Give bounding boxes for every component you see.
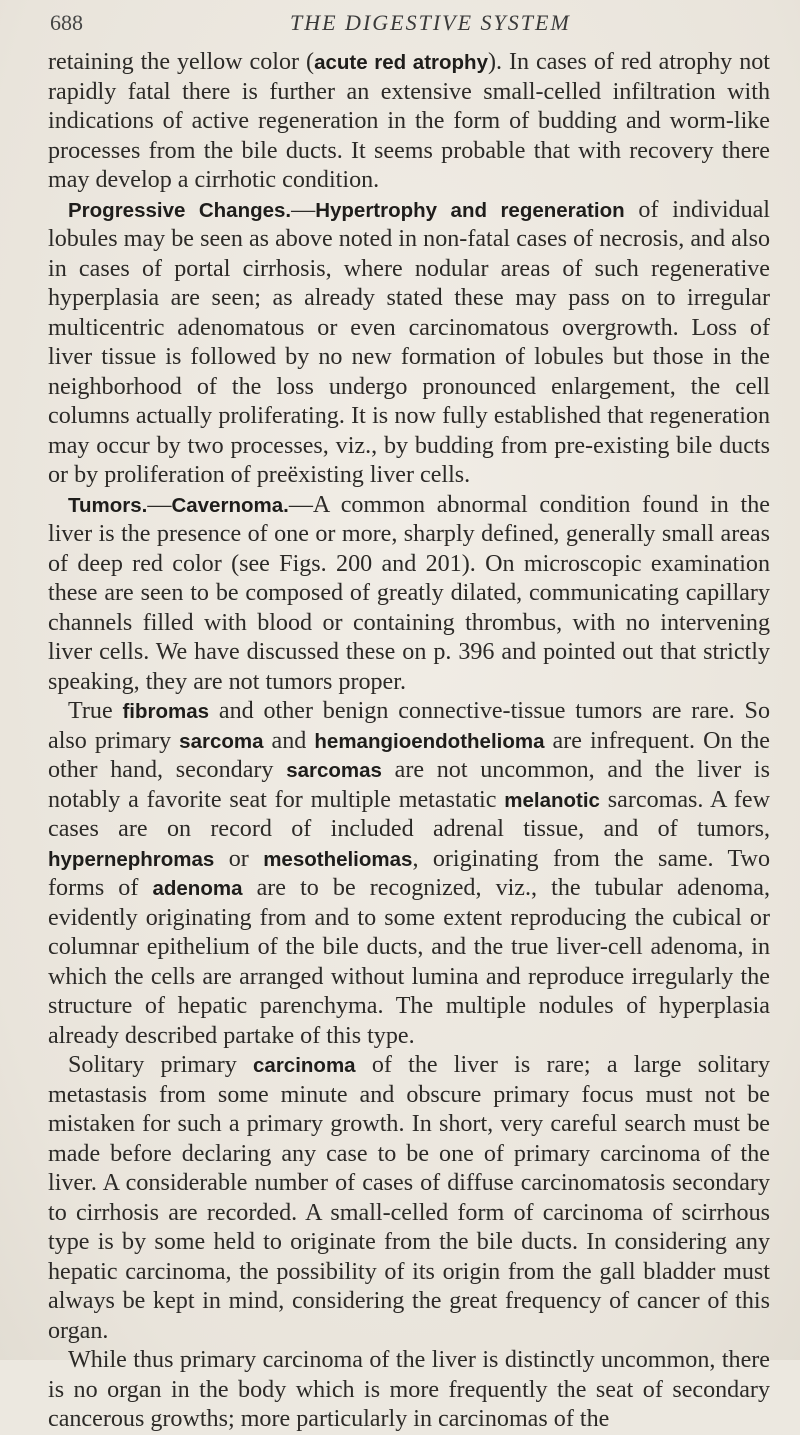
bold-term: fibromas xyxy=(122,700,210,723)
text-run: and xyxy=(263,727,315,754)
text-run: While thus primary carcinoma of the liver is distinctly uncommon, there is no organ in the body which is more frequently the seat of secondary cancerous growths; more particularly in carcinomas of the xyxy=(48,1347,770,1432)
bold-term: Cavernoma. xyxy=(171,493,289,517)
page-number: 688 xyxy=(50,10,83,35)
bold-term: Hypertrophy and regeneration xyxy=(315,198,625,222)
paragraph-tumors-cavernoma xyxy=(48,491,770,698)
text-run: are not uncommon, and the liver is notably a favorite seat for multiple metastatic xyxy=(48,757,770,813)
text-run: — xyxy=(147,491,172,518)
text-run: are infrequent. On the other hand, secondary xyxy=(48,727,770,783)
bold-term: hypernephromas xyxy=(48,847,215,871)
bold-term: hemangioendothelioma xyxy=(314,729,545,753)
bold-term: sarcoma xyxy=(179,729,264,753)
text-run: of individual lobules may be seen as above noted in non-fatal cases of necrosis, and also in cases of portal cirrhosis, where nodular areas of such regenerative hyperplasia are seen; as already stated these may pass on to irregular multicentric adenomatous or even carcinomatous overgrowth. Loss of liver tissue is followed by no new formation of lobules but those in the neighborhood of the loss undergo pronounced enlargement, the cell columns actually proliferating. It is now fully established that regeneration may occur by two processes, viz., by budding from pre-existing bile ducts or by proliferation of preëxisting liver cells. xyxy=(48,196,770,488)
bold-term: adenoma xyxy=(152,877,243,900)
text-run: sarcomas. A few cases are on record of included adrenal tissue, and of tumors, xyxy=(48,786,770,842)
bold-term: carcinoma xyxy=(253,1054,356,1077)
bold-term: sarcomas xyxy=(286,759,382,782)
text-run: —A common abnormal condition found in the liver is the presence of one or more, sharply defined, generally small areas of deep red color (see Figs. 200 and 201). On microscopic examination these are seen to be composed of greatly dilated, communicating capillary channels filled with blood or containing thrombus, with no intervening liver cells. We have discussed these on p. 396 and pointed out that strictly speaking, they are not tumors proper. xyxy=(48,491,770,695)
text-run: and other benign connective-tissue tumors are rare. So also primary xyxy=(48,698,770,754)
bold-term: Progressive Changes. xyxy=(68,198,292,222)
paragraph-continuation xyxy=(48,48,770,196)
text-run: — xyxy=(291,196,316,223)
paragraph-progressive-changes xyxy=(48,196,770,491)
running-head: THE DIGESTIVE SYSTEM xyxy=(290,10,571,35)
text-run: , originating from the same. Two forms of xyxy=(48,845,770,901)
paragraph-primary-carcinoma xyxy=(48,1051,770,1346)
body-text xyxy=(48,48,770,1435)
page-header xyxy=(50,10,770,40)
text-run: True xyxy=(68,698,123,724)
text-run: are to be recognized, viz., the tubular adenoma, evidently originating from and to some extent reproducing the cubical or columnar epithelium of the bile ducts, and the true liver-cell adenoma, in which the cells are arranged without lumina and reproduce irregularly the structure of hepatic parenchyma. The multiple nodules of hyperplasia already described partake of this type. xyxy=(48,875,771,1049)
text-run: ). In cases of red atrophy not rapidly fatal there is further an extensive small-celled infiltration with indications of active regeneration in the form of budding and worm-like processes from the bile ducts. It seems probable that with recovery there may develop a cirrhotic condition. xyxy=(48,49,770,193)
text-run: of the liver is rare; a large solitary metastasis from some minute and obscure primary focus must not be mistaken for such a primary growth. In short, very careful search must be made before declaring any case to be one of primary carcinoma of the liver. A considerable number of cases of diffuse carcinomatosis secondary to cirrhosis are recorded. A small-celled form of carcinoma of scirrhous type is by some held to originate from the bile ducts. In considering any hepatic carcinoma, the possibility of its origin from the gall bladder must always be kept in mind, considering the great frequency of cancer of this organ. xyxy=(48,1052,770,1344)
bold-term: acute red atrophy xyxy=(314,51,488,74)
paragraph-benign-tumors xyxy=(48,697,770,1051)
text-run: retaining the yellow color ( xyxy=(48,49,315,75)
paragraph-secondary-growths xyxy=(48,1346,770,1435)
bold-term: melanotic xyxy=(504,788,600,812)
text-run: or xyxy=(214,845,264,872)
bold-term: Tumors. xyxy=(68,493,148,517)
bold-term: mesotheliomas xyxy=(263,847,413,871)
text-run: Solitary primary xyxy=(68,1052,254,1078)
